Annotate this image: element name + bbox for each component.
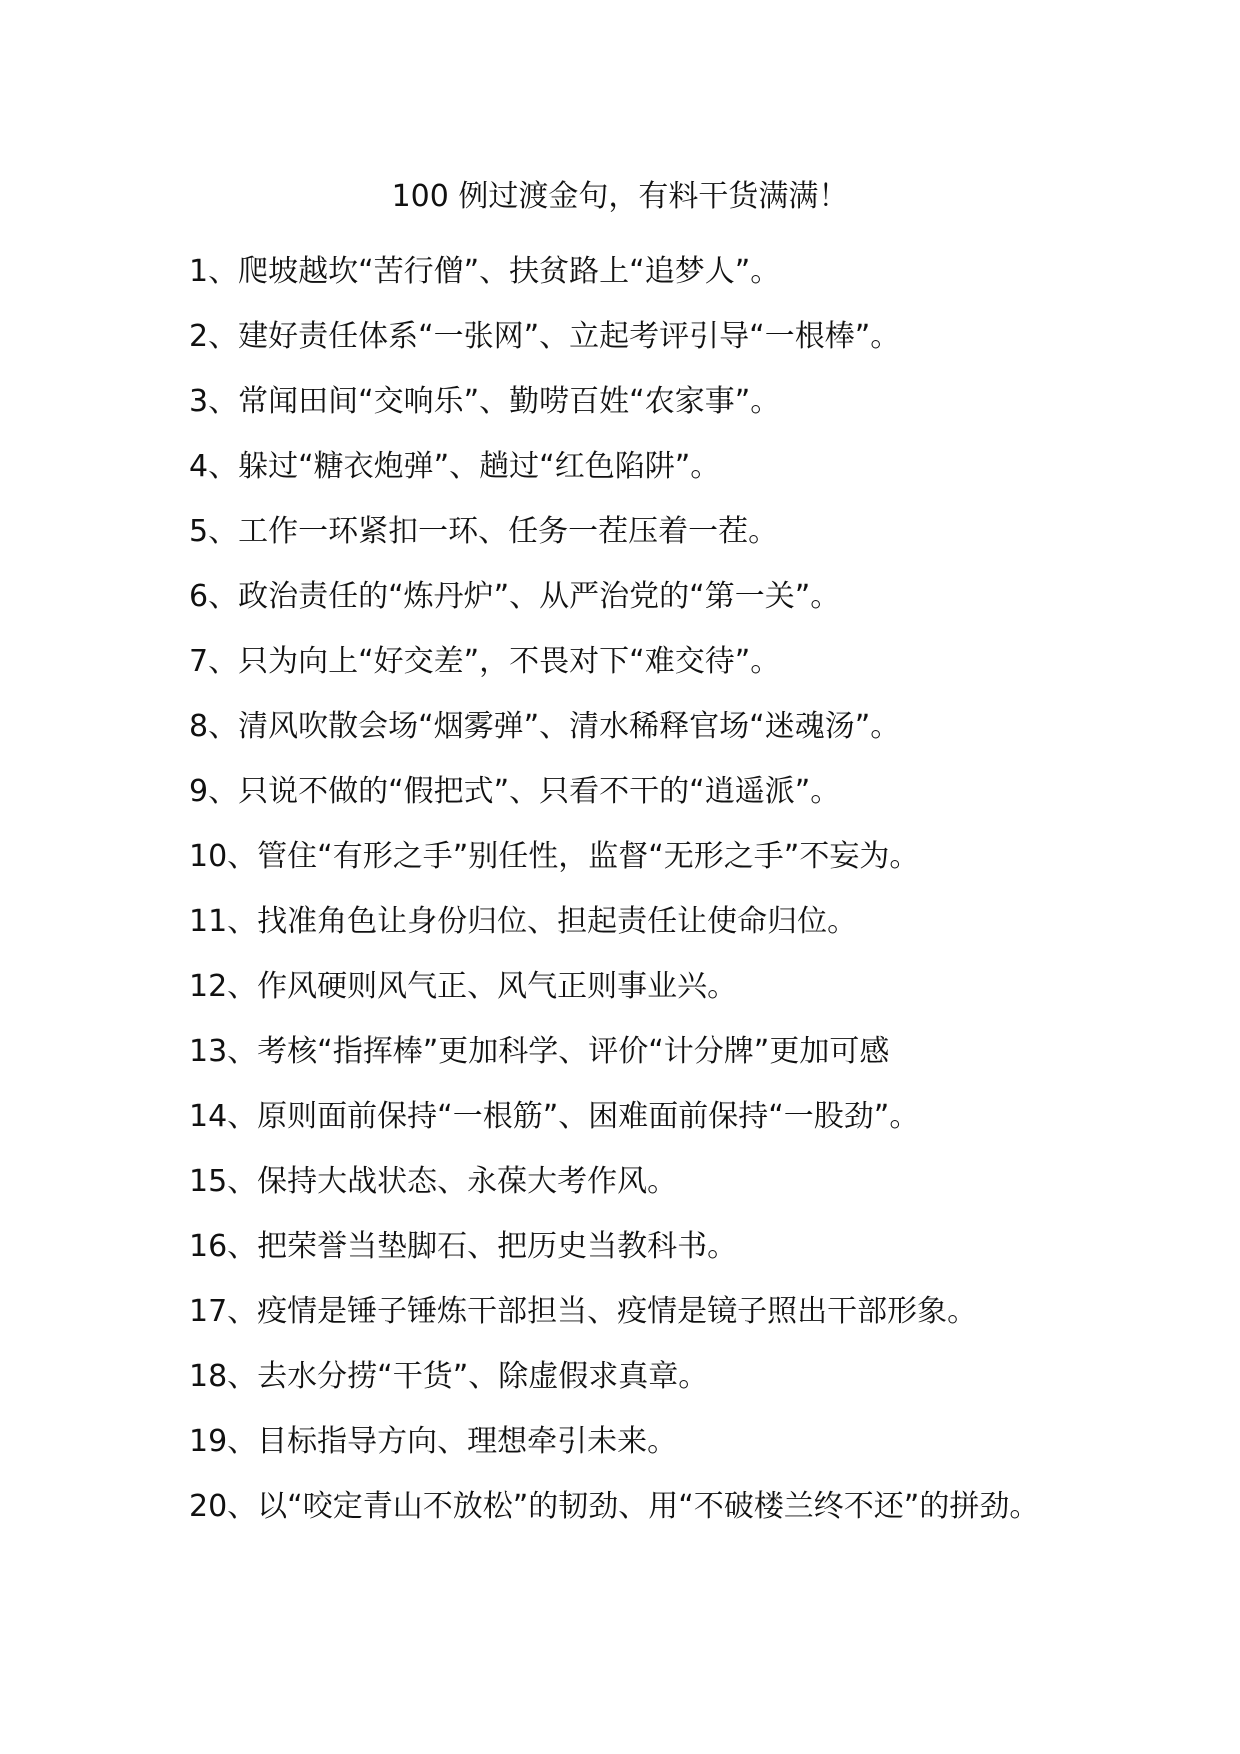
list-item: 8、清风吹散会场“烟雾弹”、清水稀释官场“迷魂汤”。 [189, 709, 901, 744]
list-item: 4、躲过“糖衣炮弹”、趟过“红色陷阱”。 [189, 449, 721, 484]
list-item: 7、只为向上“好交差”，不畏对下“难交待”。 [189, 644, 781, 679]
list-item: 16、把荣誉当垫脚石、把历史当教科书。 [189, 1229, 738, 1264]
list-item: 1、爬坡越坎“苦行僧”、扶贫路上“追梦人”。 [189, 254, 781, 289]
quote-list [189, 239, 1069, 1539]
list-item: 3、常闻田间“交响乐”、勤唠百姓“农家事”。 [189, 384, 781, 419]
list-item: 20、以“咬定青山不放松”的韧劲、用“不破楼兰终不还”的拼劲。 [189, 1489, 1040, 1524]
list-item: 9、只说不做的“假把式”、只看不干的“逍遥派”。 [189, 774, 841, 809]
list-item: 19、目标指导方向、理想牵引未来。 [189, 1424, 678, 1459]
list-item: 17、疫情是锤子锤炼干部担当、疫情是镜子照出干部形象。 [189, 1294, 978, 1329]
list-item: 10、管住“有形之手”别任性，监督“无形之手”不妄为。 [189, 839, 920, 874]
list-item: 2、建好责任体系“一张网”、立起考评引导“一根棒”。 [189, 319, 901, 354]
list-item: 12、作风硬则风气正、风气正则事业兴。 [189, 969, 738, 1004]
list-item: 13、考核“指挥棒”更加科学、评价“计分牌”更加可感 [189, 1034, 890, 1069]
list-item: 5、工作一环紧扣一环、任务一茬压着一茬。 [189, 514, 779, 549]
list-item: 15、保持大战状态、永葆大考作风。 [189, 1164, 678, 1199]
document-title: 100 例过渡金句，有料干货满满！ [391, 179, 849, 214]
list-item: 6、政治责任的“炼丹炉”、从严治党的“第一关”。 [189, 579, 841, 614]
list-item: 14、原则面前保持“一根筋”、困难面前保持“一股劲”。 [189, 1099, 920, 1134]
list-item: 11、找准角色让身份归位、担起责任让使命归位。 [189, 904, 858, 939]
list-item: 18、去水分捞“干货”、除虚假求真章。 [189, 1359, 709, 1394]
